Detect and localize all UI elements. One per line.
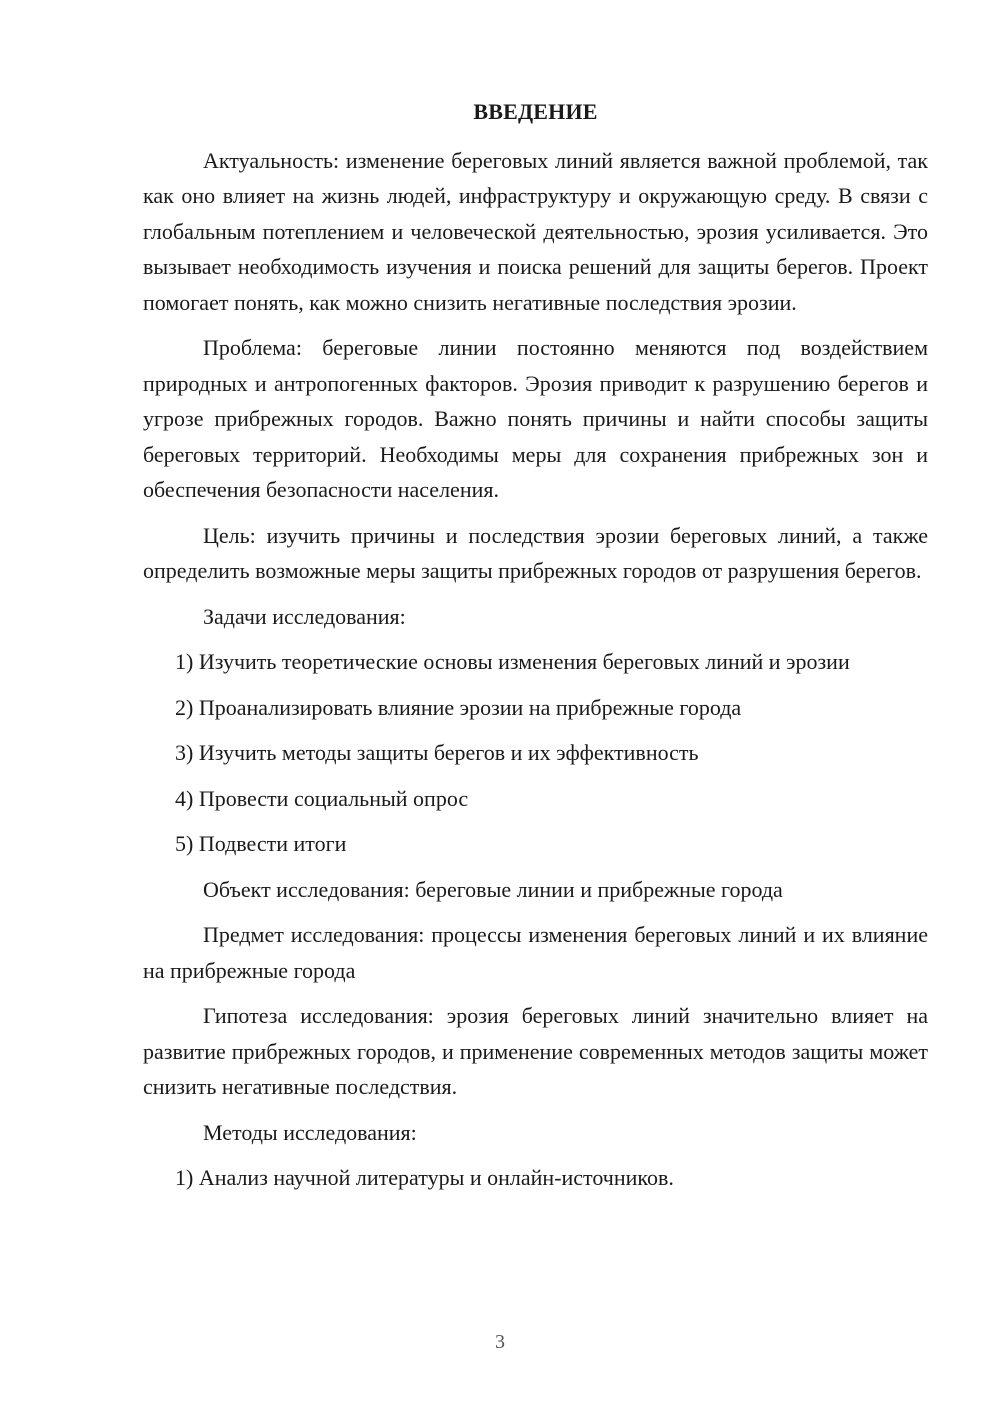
task-item: 1) Изучить теоретические основы изменения береговых линий и эрозии [175,649,850,674]
tasks-heading: Задачи исследования: [203,603,406,629]
paragraph-relevance: Актуальность: изменение береговых линий является важной проблемой, так как оно влияет на жизнь людей, инфраструктуру и окружающую среду. В связи с глобальным потеплением и человеческой деятельностью, эрозия усиливается. Это вызывает необходимость изучения и поиска решений для защиты берегов. Проект помогает понять, как можно снизить негативные последствия эрозии. [143,147,928,315]
method-item: 1) Анализ научной литературы и онлайн-источников. [175,1165,674,1190]
paragraph-problem: Проблема: береговые линии постоянно меняются под воздействием природных и антропогенных факторов. Эрозия приводит к разрушению берегов и угрозе прибрежных городов. Важно понять причины и найти способы защиты береговых территорий. Необходимы меры для сохранения прибрежных зон и обеспечения безопасности населения. [143,335,928,502]
document-page [143,94,928,1206]
page-title: ВВЕДЕНИЕ [473,99,598,124]
page-number: 3 [495,1331,505,1353]
paragraph-hypothesis: Гипотеза исследования: эрозия береговых линий значительно влияет на развитие прибрежных городов, и применение современных методов защиты может снизить негативные последствия. [143,1003,928,1099]
task-item: 3) Изучить методы защиты берегов и их эффективность [175,740,699,765]
paragraph-goal: Цель: изучить причины и последствия эрозии береговых линий, а также определить возможные меры защиты прибрежных городов от разрушения берегов. [143,522,928,583]
paragraph-object: Объект исследования: береговые линии и прибрежные города [203,876,783,902]
task-item: 5) Подвести итоги [175,831,347,856]
methods-heading: Методы исследования: [203,1119,417,1145]
paragraph-subject: Предмет исследования: процессы изменения береговых линий и их влияние на прибрежные города [143,922,928,983]
task-item: 2) Проанализировать влияние эрозии на прибрежные города [175,694,742,720]
task-item: 4) Провести социальный опрос [175,785,469,811]
